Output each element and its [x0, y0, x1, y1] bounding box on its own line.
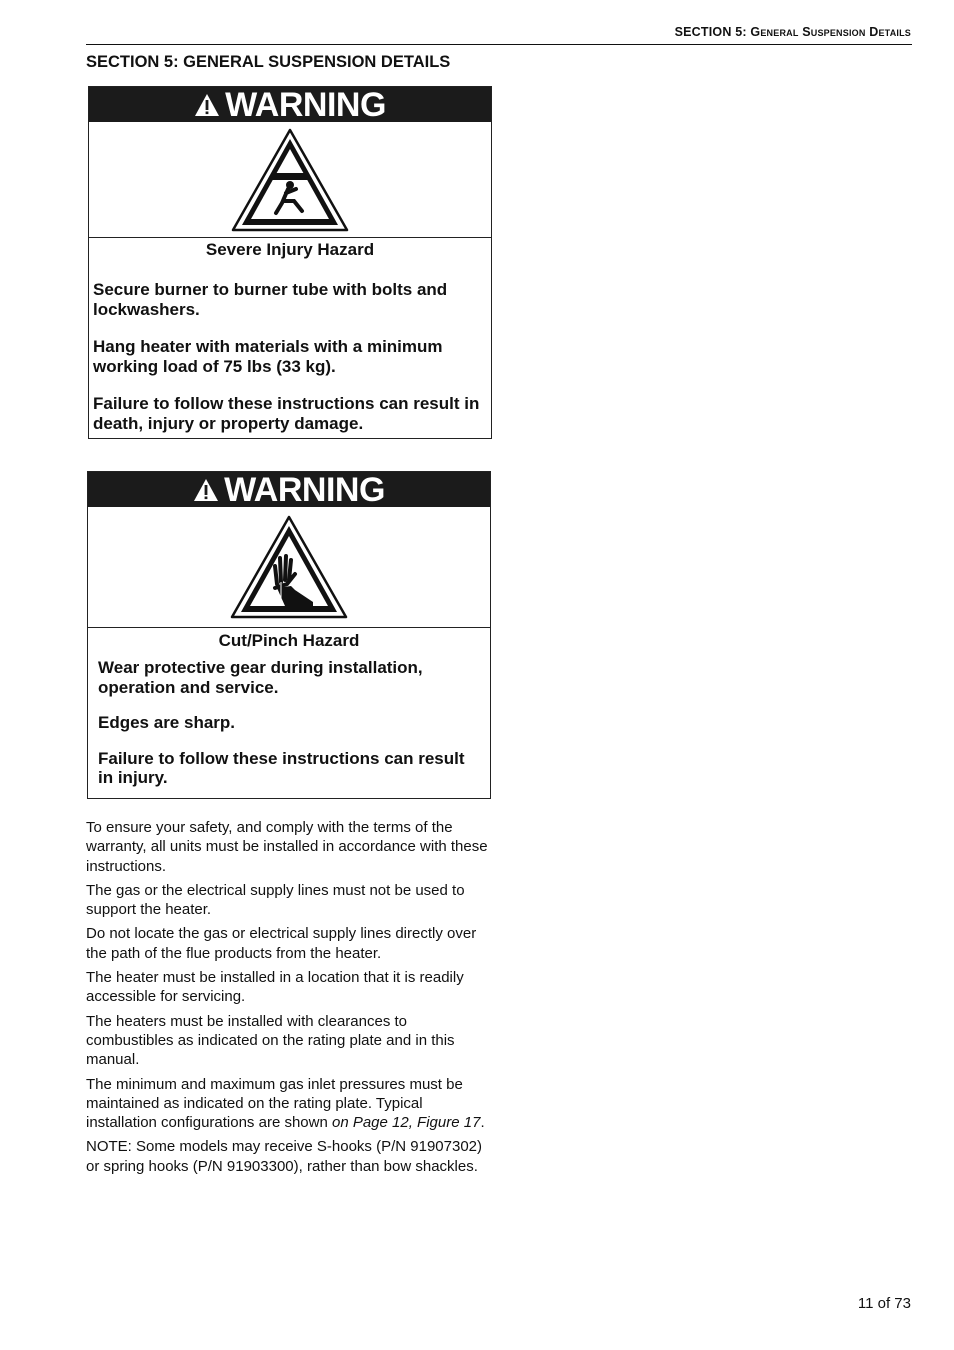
instructions-body	[86, 818, 496, 1181]
warning-header	[89, 87, 491, 122]
warning-label: WARNING	[224, 470, 385, 509]
gas-pressure-text: The minimum and maximum gas inlet pressures must be maintained as indicated on the rating plate. Typical installation configurations are shown	[86, 1075, 463, 1132]
warning-paragraph: Edges are sharp.	[98, 713, 236, 732]
gas-pressure-paragraph	[86, 1075, 496, 1133]
running-head: SECTION 5: General Suspension Details	[674, 25, 911, 39]
warning-paragraph: Hang heater with materials with a minimum working load of 75 lbs (33 kg).	[93, 337, 443, 376]
note-paragraph: NOTE: Some models may receive S-hooks (P/N 91907302) or spring hooks (P/N 91903300), rather than bow shackles.	[86, 1138, 482, 1175]
hazard-title: Severe Injury Hazard	[205, 240, 375, 259]
header-divider	[86, 44, 912, 45]
hazard-pictogram-area	[88, 507, 490, 628]
warning-box-cut-pinch	[87, 471, 491, 799]
body-paragraph: The gas or the electrical supply lines must not be used to support the heater.	[86, 881, 465, 919]
alert-triangle-icon	[193, 478, 219, 502]
warning-paragraph: Wear protective gear during installation, operation and service.	[98, 658, 423, 697]
warning-text	[88, 651, 490, 788]
warning-paragraph: Secure burner to burner tube with bolts and lockwashers.	[93, 280, 448, 319]
body-paragraph: Do not locate the gas or electrical supply lines directly over the path of the flue products from the heater.	[86, 925, 477, 962]
cut-hand-hazard-icon	[229, 514, 349, 620]
warning-text	[89, 260, 491, 433]
hazard-title: Cut/Pinch Hazard	[218, 631, 360, 650]
body-paragraph: The heaters must be installed with clearances to combustibles as indicated on the rating plate and in this manual.	[86, 1012, 455, 1069]
page-number: 11 of 73	[857, 1295, 911, 1312]
warning-label: WARNING	[225, 85, 386, 124]
falling-object-hazard-icon	[230, 127, 350, 233]
warning-box-severe-injury	[88, 86, 492, 439]
hazard-pictogram-area	[89, 122, 491, 238]
alert-triangle-icon	[194, 93, 220, 117]
section-title: SECTION 5: GENERAL SUSPENSION DETAILS	[86, 53, 451, 71]
body-paragraph: To ensure your safety, and comply with the terms of the warranty, all units must be installed in accordance with these instructions.	[86, 819, 488, 875]
warning-header	[88, 472, 490, 507]
warning-paragraph: Failure to follow these instructions can result in death, injury or property damage.	[93, 394, 480, 433]
figure-reference-link[interactable]: on Page 12, Figure 17	[331, 1114, 481, 1132]
body-paragraph: The heater must be installed in a location that it is readily accessible for servicing.	[86, 969, 464, 1006]
gas-pressure-end: .	[480, 1114, 485, 1132]
warning-paragraph: Failure to follow these instructions can result in injury.	[98, 748, 465, 787]
